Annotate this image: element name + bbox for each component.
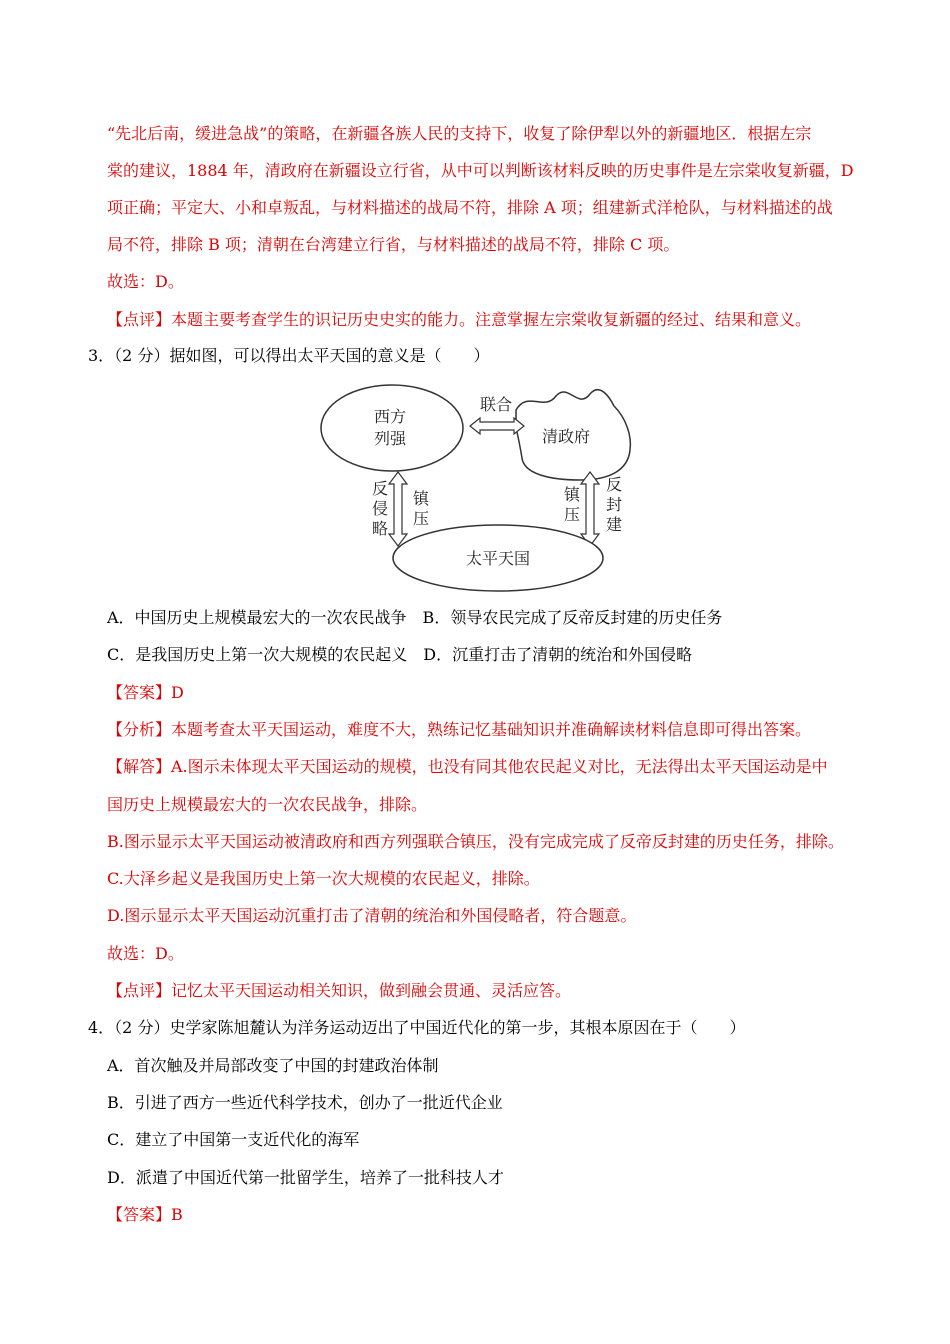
solution-line: 国历史上规模最宏大的一次农民战争，排除。 — [107, 795, 428, 814]
explanation-line: 棠的建议，1884 年，清政府在新疆设立行省，从中可以判断该材料反映的历史事件是左宗棠收复新疆，D — [107, 161, 854, 180]
options-row-1: A．中国历史上规模最宏大的一次农民战争 B．领导农民完成了反帝反封建的历史任务 — [107, 608, 723, 627]
explanation-line: “先北后南，缓进急战”的策略，在新疆各族人民的支持下，收复了除伊犁以外的新疆地区．根据左宗 — [107, 124, 812, 143]
qing-label: 清政府 — [541, 427, 591, 446]
answer: 【答案】D — [107, 683, 184, 702]
right-up-char: 反 — [605, 475, 623, 494]
unite-label: 联合 — [479, 395, 513, 414]
option-c: C．建立了中国第一支近代化的海军 — [107, 1130, 360, 1149]
left-down-char: 压 — [412, 509, 430, 528]
option-a: A．首次触及并局部改变了中国的封建政治体制 — [107, 1056, 439, 1075]
solution-b: B.图示显示太平天国运动被清政府和西方列强联合镇压，没有完成完成了反帝反封建的历史任务，排除。 — [107, 832, 844, 851]
right-up-char: 封 — [605, 495, 623, 514]
options-row-2: C．是我国历史上第一次大规模的农民起义 D．沉重打击了清朝的统治和外国侵略 — [107, 645, 693, 664]
solution-line: 【解答】A.图示未体现太平天国运动的规模，也没有同其他农民起义对比，无法得出太平天国运动是中 — [107, 757, 828, 776]
analysis: 【分析】本题考查太平天国运动，难度不大，熟练记忆基础知识并准确解读材料信息即可得出答案。 — [107, 720, 812, 739]
right-down-char: 镇 — [563, 485, 581, 504]
comment: 【点评】本题主要考查学生的识记历史史实的能力。注意掌握左宗棠收复新疆的经过、结果和意义。 — [107, 310, 812, 329]
comment: 【点评】记忆太平天国运动相关知识，做到融会贯通、灵活应答。 — [107, 981, 572, 1000]
right-double-arrow — [581, 472, 599, 546]
left-down-char: 镇 — [412, 489, 430, 508]
question-stem: 4．（2 分）史学家陈旭麓认为洋务运动迈出了中国近代化的第一步，其根本原因在于（ ） — [88, 1018, 746, 1037]
left-up-char: 反 — [371, 479, 389, 498]
explanation-line: 局不符，排除 B 项；清朝在台湾建立行省，与材料描述的战局不符，排除 C 项。 — [107, 235, 680, 254]
taiping-label: 太平天国 — [465, 549, 531, 568]
right-down-char: 压 — [563, 505, 581, 524]
right-up-char: 建 — [605, 515, 623, 534]
left-up-char: 略 — [371, 519, 389, 538]
unite-arrow — [470, 418, 524, 434]
west-powers-ellipse — [321, 385, 463, 471]
conclusion: 故选：D。 — [107, 272, 184, 291]
option-b: B．引进了西方一些近代科学技术，创办了一批近代企业 — [107, 1093, 503, 1112]
diagram-svg — [318, 376, 648, 594]
question-stem: 3．（2 分）据如图，可以得出太平天国的意义是（ ） — [88, 346, 490, 365]
explanation-line: 项正确；平定大、小和卓叛乱，与材料描述的战局不符，排除 A 项；组建新式洋枪队，与材料描述的战 — [107, 198, 833, 217]
relationship-diagram — [318, 376, 648, 594]
solution-d: D.图示显示太平天国运动沉重打击了清朝的统治和外国侵略者，符合题意。 — [107, 906, 637, 925]
left-up-char: 侵 — [371, 499, 389, 518]
option-d: D．派遣了中国近代第一批留学生，培养了一批科技人才 — [107, 1168, 504, 1187]
answer: 【答案】B — [107, 1205, 183, 1224]
left-double-arrow — [389, 472, 407, 546]
solution-c: C.大泽乡起义是我国历史上第一次大规模的农民起义，排除。 — [107, 869, 540, 888]
west-label-2: 列强 — [374, 429, 407, 448]
conclusion: 故选：D。 — [107, 944, 184, 963]
west-label-1: 西方 — [374, 407, 407, 426]
